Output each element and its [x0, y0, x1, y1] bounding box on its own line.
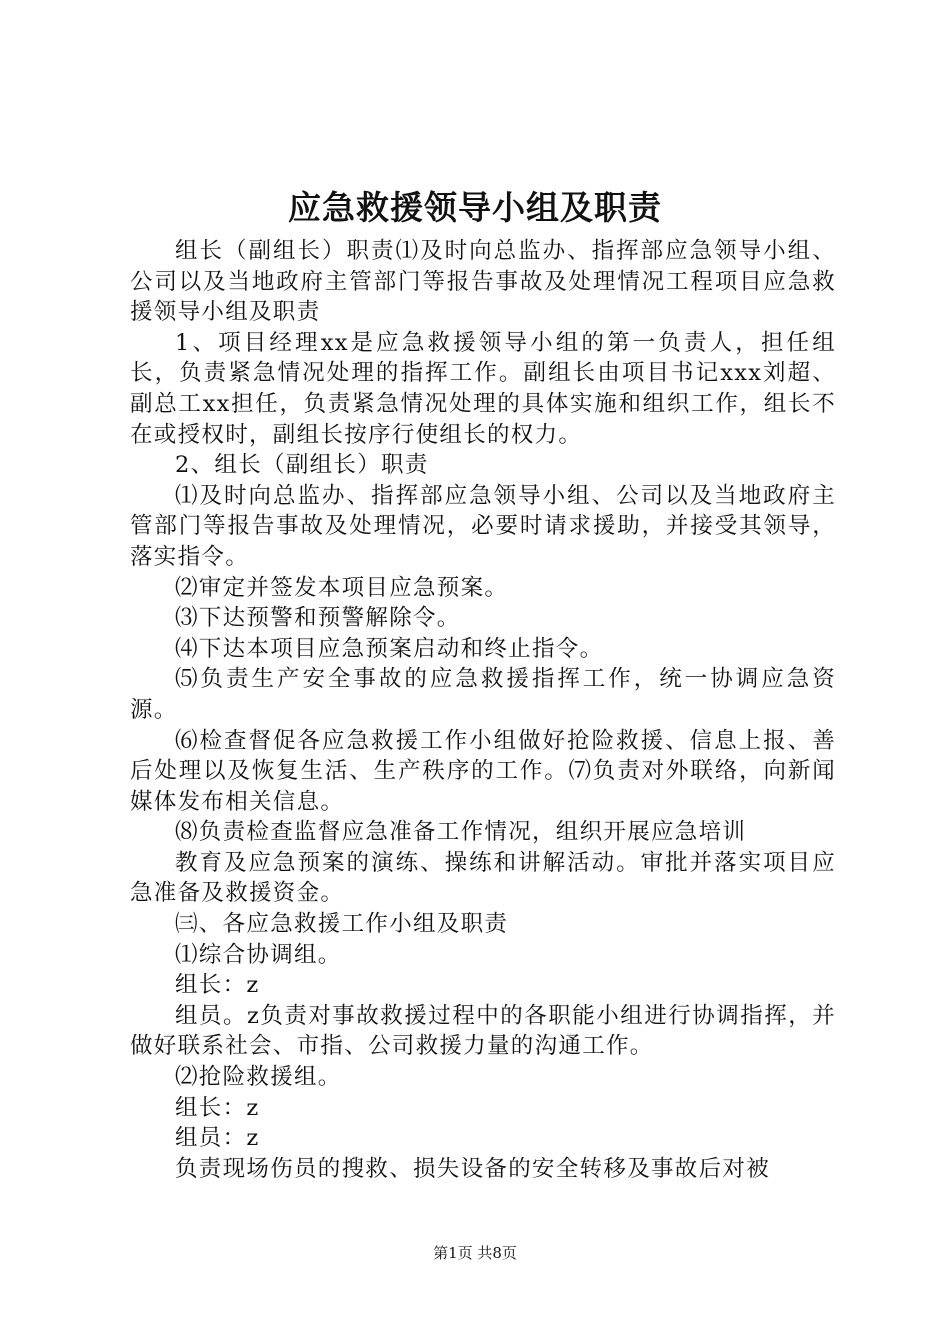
document-title: 应急救援领导小组及职责 — [288, 188, 662, 227]
paragraph: ⑻负责检查监督应急准备工作情况，组织开展应急培训 — [175, 819, 747, 846]
paragraph: 组员：z — [175, 1125, 260, 1152]
document-body — [130, 236, 836, 1184]
paragraph: ⑷下达本项目应急预案启动和终止指令。 — [175, 635, 604, 662]
paragraph: ⑶下达预警和预警解除令。 — [175, 605, 461, 632]
paragraph: ⑸负责生产安全事故的应急救援指挥工作，统一协调应急资源。 — [130, 666, 836, 723]
paragraph: ⑵审定并签发本项目应急预案。 — [175, 574, 509, 601]
paragraph: 负责现场伤员的搜救、损失设备的安全转移及事故后对被 — [175, 1155, 771, 1182]
paragraph: 组长（副组长）职责⑴及时向总监办、指挥部应急领导小组、公司以及当地政府主管部门等报告事故及处理情况工程项目应急救援领导小组及职责 — [130, 238, 836, 326]
paragraph: ㈢、各应急救援工作小组及职责 — [175, 911, 509, 938]
page-footer: 第1页 共8页 — [433, 1244, 517, 1262]
paragraph: 1、项目经理xx是应急救援领导小组的第一负责人，担任组长，负责紧急情况处理的指挥工作。副组长由项目书记xxx刘超、副总工xx担任，负责紧急情况处理的具体实施和组织工作，组长不在或授权时，副组长按序行使组长的权力。 — [130, 329, 836, 448]
paragraph: ⑵抢险救援组。 — [175, 1064, 342, 1091]
paragraph: 组员。z负责对事故救援过程中的各职能小组进行协调指挥，并做好联系社会、市指、公司救援力量的沟通工作。 — [130, 1002, 836, 1060]
paragraph: 教育及应急预案的演练、操练和讲解活动。审批并落实项目应急准备及救援资金。 — [130, 849, 836, 907]
paragraph: 组长：z — [175, 1094, 260, 1121]
paragraph: ⑴综合协调组。 — [175, 941, 342, 968]
paragraph: 组长：z — [175, 972, 260, 999]
paragraph: ⑴及时向总监办、指挥部应急领导小组、公司以及当地政府主管部门等报告事故及处理情况，必要时请求援助，并接受其领导，落实指令。 — [130, 482, 836, 570]
paragraph: ⑹检查督促各应急救援工作小组做好抢险救援、信息上报、善后处理以及恢复生活、生产秩序的工作。⑺负责对外联络，向新闻媒体发布相关信息。 — [130, 727, 836, 815]
paragraph: 2、组长（副组长）职责 — [175, 452, 429, 479]
